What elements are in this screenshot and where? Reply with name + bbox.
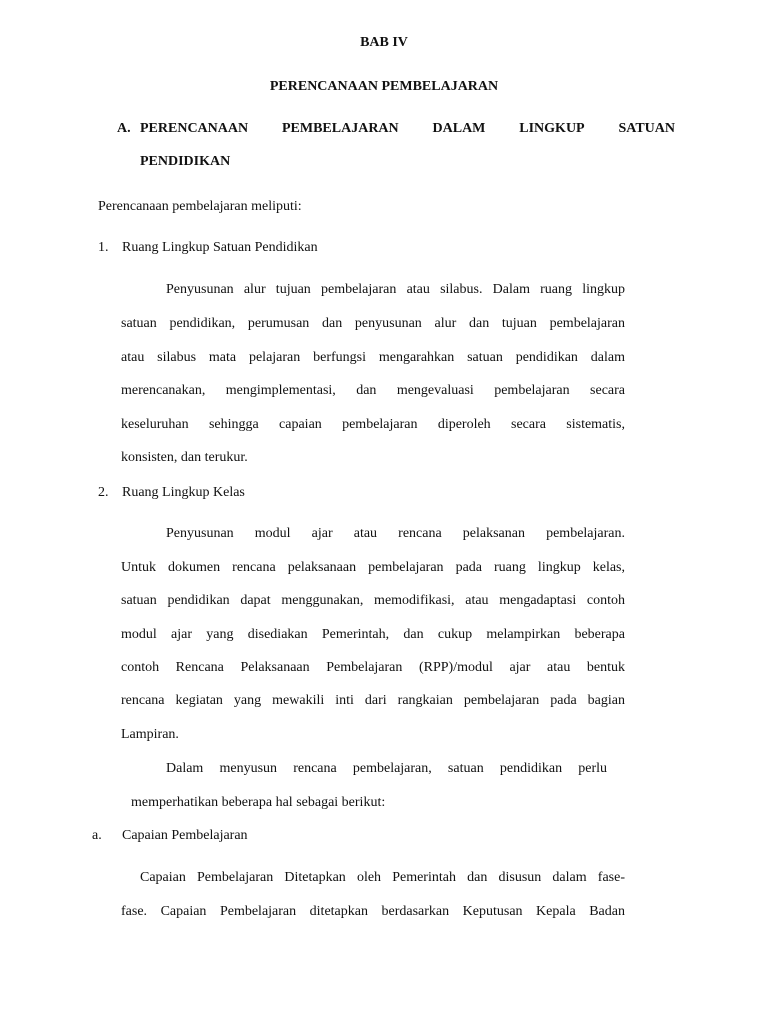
item2-number: 2. bbox=[98, 485, 109, 500]
item1-line: keseluruhan sehingga capaian pembelajaran diperoleh secara sistematis, bbox=[121, 417, 625, 432]
section-heading-word: DALAM bbox=[432, 121, 486, 136]
section-heading-line2: PENDIDIKAN bbox=[140, 154, 231, 169]
item1-number: 1. bbox=[98, 240, 109, 255]
item1-line: satuan pendidikan, perumusan dan penyusunan alur dan tujuan pembelajaran bbox=[121, 316, 625, 331]
item1-line: konsisten, dan terukur. bbox=[121, 450, 248, 465]
intro-text: Perencanaan pembelajaran meliputi: bbox=[98, 199, 302, 214]
item1-line: atau silabus mata pelajaran berfungsi mengarahkan satuan pendidikan dalam bbox=[121, 350, 625, 365]
item2-line: Lampiran. bbox=[121, 727, 179, 742]
section-heading-word: LINGKUP bbox=[519, 121, 585, 136]
item1-line: merencanakan, mengimplementasi, dan mengevaluasi pembelajaran secara bbox=[121, 383, 625, 398]
item2-para2-line: Dalam menyusun rencana pembelajaran, satuan pendidikan perlu bbox=[166, 761, 607, 776]
item2-title: Ruang Lingkup Kelas bbox=[122, 485, 245, 500]
sub-a-line: fase. Capaian Pembelajaran ditetapkan berdasarkan Keputusan Kepala Badan bbox=[121, 904, 625, 919]
item2-line: Untuk dokumen rencana pelaksanaan pembelajaran pada ruang lingkup kelas, bbox=[121, 560, 625, 575]
sub-a-line: Capaian Pembelajaran Ditetapkan oleh Pemerintah dan disusun dalam fase- bbox=[140, 870, 625, 885]
chapter-title: PERENCANAAN PEMBELAJARAN bbox=[269, 79, 499, 94]
section-heading-word: PEMBELAJARAN bbox=[281, 121, 399, 136]
sub-a-letter: a. bbox=[92, 828, 102, 843]
item2-line: satuan pendidikan dapat menggunakan, memodifikasi, atau mengadaptasi contoh bbox=[121, 593, 625, 608]
section-heading-word: SATUAN bbox=[618, 121, 675, 136]
section-letter: A. bbox=[117, 121, 131, 136]
item2-line: contoh Rencana Pelaksanaan Pembelajaran (RPP)/modul ajar atau bentuk bbox=[121, 660, 625, 675]
item2-line: modul ajar yang disediakan Pemerintah, dan cukup melampirkan beberapa bbox=[121, 627, 625, 642]
chapter-heading: BAB IV bbox=[360, 35, 408, 50]
sub-a-title: Capaian Pembelajaran bbox=[122, 828, 248, 843]
item1-title: Ruang Lingkup Satuan Pendidikan bbox=[122, 240, 318, 255]
item2-line: rencana kegiatan yang mewakili inti dari rangkaian pembelajaran pada bagian bbox=[121, 693, 625, 708]
section-heading-line1 bbox=[140, 121, 675, 137]
section-heading-word: PERENCANAAN bbox=[140, 121, 249, 136]
item2-line: Penyusunan modul ajar atau rencana pelaksanan pembelajaran. bbox=[166, 526, 625, 541]
item1-line: Penyusunan alur tujuan pembelajaran atau silabus. Dalam ruang lingkup bbox=[166, 282, 625, 297]
item2-para2-line: memperhatikan beberapa hal sebagai berikut: bbox=[131, 795, 386, 810]
